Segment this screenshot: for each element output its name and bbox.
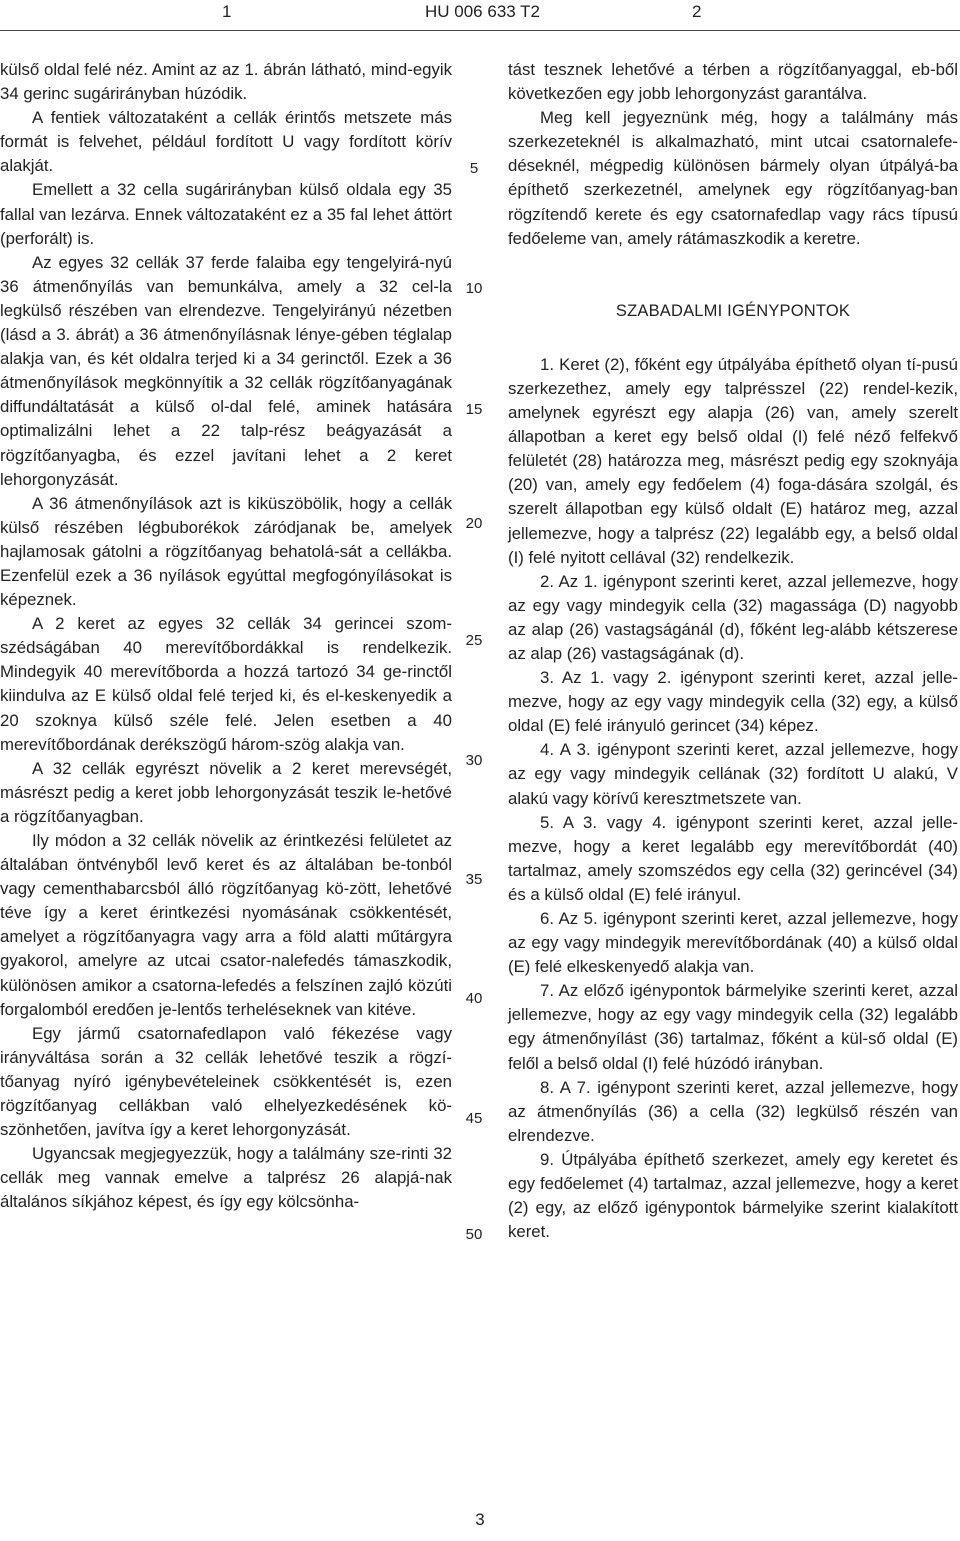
claim-item: 4. A 3. igénypont szerinti keret, azzal jellemezve, hogy az egy vagy mindegyik cellának (32) fordított U alakú, V alakú vagy körívű keresztmetszete van. — [508, 740, 958, 808]
page-number: 3 — [475, 1510, 485, 1529]
paragraph: Meg kell jegyeznünk még, hogy a találmány más szerkezeteknél is alkalmazható, mint utcai csatornalefe-déseknél, mégpedig különösen bármely olyan útpályá-ba építhető szerkezetnél, amelynek egy rögzítőanyag-ban rögzítendő kerete és egy csatornafedlap vagy rács típusú fedőeleme van, amely rátámaszkodik a keretre. — [508, 108, 958, 248]
line-number: 30 — [465, 752, 483, 769]
claim-item: 5. A 3. vagy 4. igénypont szerinti keret, azzal jelle-mezve, hogy a keret legalább egy merevítőbordát (40) tartalmaz, amely szomszédos egy cella (32) gerincével (34) és a külső oldal (E) felé irányul. — [508, 812, 958, 904]
paragraph: Ily módon a 32 cellák növelik az érintkezési felületet az általában öntvényből levő keret és az általában be-tonból vagy cementhabarcsból álló rögzítőanyag kö-zött, lehetővé téve így a keret érintkezési nyomásának csökkentését, amelyet a rögzítőanyagra vagy arra a föld alatti műtárgyra gyakorol, amelyre az utcai csator-nalefedés támaszkodik, különösen amikor a csatorna-lefedés a felszínen zajló közúti forgalomból eredően je-lentős terheléseknek van kitéve. — [0, 831, 452, 1019]
line-number-gutter — [455, 0, 495, 1541]
line-number: 40 — [465, 990, 483, 1007]
paragraph: A 32 cellák egyrészt növelik a 2 keret merevségét, másrészt pedig a keret jobb lehorgonyzását teszik le-hetővé a rögzítőanyagban. — [0, 758, 452, 826]
paragraph: Ugyancsak megjegyezzük, hogy a találmány sze-rinti 32 cellák meg vannak emelve a talprész 26 alapjá-nak általános síkjához képest, és így egy kölcsönha- — [0, 1144, 452, 1212]
paragraph: A 2 keret az egyes 32 cellák 34 gerincei szom-szédságában 40 merevítőbordákkal is rendelkezik. Mindegyik 40 merevítőborda a hozzá tartozó 34 ge-rinctől kiindulva az E külső oldal felé terjed ki, és el-keskenyedik a 20 szoknya külső széle felé. Jelen esetben a 40 merevítőbordának derékszögű három-szög alakja van. — [0, 614, 452, 754]
line-number: 35 — [465, 871, 483, 888]
claim-item: 6. Az 5. igénypont szerinti keret, azzal jellemezve, hogy az egy vagy mindegyik merevítőbordának (40) a külső oldal (E) felé elkeskenyedő alakja van. — [508, 909, 958, 977]
line-number: 20 — [465, 515, 483, 532]
claim-item: 7. Az előző igénypontok bármelyike szerinti keret, azzal jellemezve, hogy az egy vagy mindegyik cella (32) legalább egy átmenőnyílást (36) tartalmaz, főként a kül-ső oldal (E) felől a belső oldal (I) felé húzódó irányban. — [508, 981, 958, 1073]
line-number: 50 — [465, 1226, 483, 1243]
line-number: 15 — [465, 401, 483, 418]
left-column — [0, 58, 452, 1215]
paragraph: Az egyes 32 cellák 37 ferde falaiba egy tengelyirá-nyú 36 átmenőnyílás van bemunkálva, amely a 32 cel-la legkülső részében van elrendezve. Tengelyirányú nézetben (lásd a 3. ábrát) a 36 átmenőnyílásnak lénye-gében téglalap alakja van, és két oldalra terjed ki a 34 gerinctől. Ezek a 36 átmenőnyílások megkönnyítik a 32 cellák rögzítőanyagának diffundáltatását a külső ol-dal felé, aminek hatására optimalizálni lehet a 22 talp-rész beágyazását a rögzítőanyagba, és ezzel javítani lehet a 2 keret lehorgonyzását. — [0, 252, 452, 489]
column-number-right: 2 — [692, 2, 702, 21]
claim-item: 2. Az 1. igénypont szerinti keret, azzal jellemezve, hogy az egy vagy mindegyik cella (32) magassága (D) nagyobb az alap (26) vastagságánál (d), főként leg-alább kétszerese az alap (26) vastagságának (d). — [508, 571, 958, 663]
paragraph: A fentiek változataként a cellák érintős metszete más formát is felvehet, például fordított U vagy fordított körív alakját. — [0, 108, 452, 176]
claim-item: 3. Az 1. vagy 2. igénypont szerinti keret, azzal jelle-mezve, hogy az egy vagy mindegyik cella (32) egy, a külső oldal (E) felé irányuló gerincet (34) képez. — [508, 668, 958, 736]
paragraph: tást tesznek lehetővé a térben a rögzítőanyaggal, eb-ből következően egy jobb lehorgonyzást garantálva. — [508, 60, 958, 104]
page-footer — [0, 1510, 960, 1530]
right-column — [508, 58, 958, 1244]
line-number: 10 — [465, 280, 483, 297]
line-number: 5 — [469, 160, 479, 177]
paragraph: Emellett a 32 cella sugárirányban külső oldala egy 35 fallal van lezárva. Ennek változataként ez a 35 fal lehet áttört (perforált) is. — [0, 180, 452, 248]
claims-heading: SZABADALMI IGÉNYPONTOK — [615, 301, 851, 320]
paragraph: külső oldal felé néz. Amint az az 1. ábrán látható, mind-egyik 34 gerinc sugárirányban húzódik. — [0, 60, 452, 104]
line-number: 45 — [465, 1110, 483, 1127]
document-id: HU 006 633 T2 — [425, 2, 540, 21]
claim-item: 8. A 7. igénypont szerinti keret, azzal jellemezve, hogy az átmenőnyílás (36) a cella (32) legkülső részén van elrendezve. — [508, 1077, 958, 1145]
paragraph: Egy jármű csatornafedlapon való fékezése vagy irányváltása során a 32 cellák lehetővé teszik a rögzí-tőanyag nyíró igénybevételeinek csökkentését is, ezen rögzítőanyag cellákban való elhelyezkedésének kö-szönhetően, javítva így a keret lehorgonyzását. — [0, 1023, 452, 1140]
paragraph: A 36 átmenőnyílások azt is kiküszöbölik, hogy a cellák külső részében légbuborékok záródjanak be, amelyek hajlamosak gátolni a rögzítőanyag behatolá-sát a cellákba. Ezenfelül ezek a 36 nyílások egyúttal megfogónyílásokat is képeznek. — [0, 493, 452, 610]
claim-item: 1. Keret (2), főként egy útpályába építhető olyan tí-pusú szerkezethez, amely egy talprésszel (22) rendel-kezik, amelynek egyrészt egy alapja (26) van, amely szerelt állapotban a keret egy belső oldal (I) felé néző felfekvő felületét (28) határozza meg, másrészt pedig egy szoknyája (20) van, amely egy fedőelem (4) foga-dására szolgál, és szerelt állapotban egy külső oldalt (E) határoz meg, azzal jellemezve, hogy a talprész (22) legalább egy, a belső oldal (I) felé nyitott cellával (32) rendelkezik. — [508, 354, 958, 567]
claim-item: 9. Útpályába építhető szerkezet, amely egy keretet és egy fedőelemet (4) tartalmaz, azzal jellemezve, hogy a keret (2) egy, az előző igénypontok bármelyike szerint kialakított keret. — [508, 1149, 958, 1242]
line-number: 25 — [465, 632, 483, 649]
column-number-left: 1 — [222, 2, 232, 21]
